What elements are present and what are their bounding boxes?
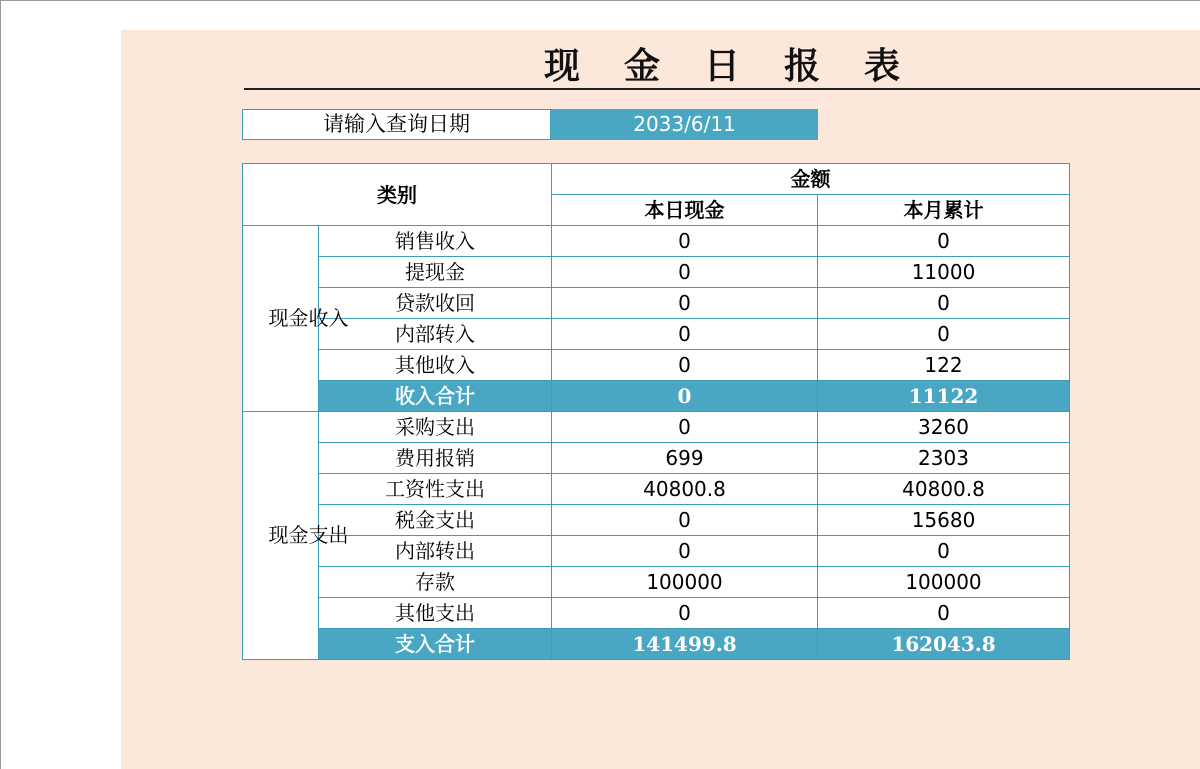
income-total-today[interactable]: 0 xyxy=(552,381,818,412)
row-name[interactable]: 税金支出 xyxy=(319,505,552,536)
report-title: 现金日报表 xyxy=(543,45,944,87)
row-name[interactable]: 费用报销 xyxy=(319,443,552,474)
table-row xyxy=(243,226,1070,257)
title-underline xyxy=(244,88,1200,90)
row-today[interactable]: 0 xyxy=(552,536,818,567)
table-row xyxy=(243,505,1070,536)
table-row xyxy=(243,257,1070,288)
row-month[interactable]: 40800.8 xyxy=(818,474,1070,505)
table-row xyxy=(243,350,1070,381)
row-today[interactable]: 0 xyxy=(552,505,818,536)
row-today[interactable]: 100000 xyxy=(552,567,818,598)
expense-group-text: 现金支出 xyxy=(268,523,349,547)
row-today[interactable]: 699 xyxy=(552,443,818,474)
row-name[interactable]: 内部转出 xyxy=(319,536,552,567)
expense-group-label xyxy=(243,412,349,660)
row-month[interactable]: 2303 xyxy=(818,443,1070,474)
table-row xyxy=(243,443,1070,474)
row-today[interactable]: 0 xyxy=(552,288,818,319)
table-row xyxy=(243,474,1070,505)
row-name[interactable]: 内部转入 xyxy=(319,319,552,350)
table-row xyxy=(243,288,1070,319)
income-total-row xyxy=(243,381,1070,412)
row-today[interactable]: 0 xyxy=(552,226,818,257)
row-name[interactable]: 其他支出 xyxy=(319,598,552,629)
row-name[interactable]: 存款 xyxy=(319,567,552,598)
expense-total-month[interactable]: 162043.8 xyxy=(818,629,1070,660)
income-group-label xyxy=(243,226,349,412)
row-today[interactable]: 0 xyxy=(552,412,818,443)
row-month[interactable]: 11000 xyxy=(818,257,1070,288)
date-query-label: 请输入查询日期 xyxy=(242,109,551,140)
row-month[interactable]: 0 xyxy=(818,288,1070,319)
table-row xyxy=(243,319,1070,350)
date-query-input[interactable]: 2033/6/11 xyxy=(551,109,818,140)
date-query xyxy=(242,109,818,140)
row-name[interactable]: 其他收入 xyxy=(319,350,552,381)
row-month[interactable]: 3260 xyxy=(818,412,1070,443)
table-row xyxy=(243,567,1070,598)
row-month[interactable]: 0 xyxy=(818,598,1070,629)
row-today[interactable]: 0 xyxy=(552,350,818,381)
row-month[interactable]: 122 xyxy=(818,350,1070,381)
row-today[interactable]: 0 xyxy=(552,319,818,350)
row-name[interactable]: 采购支出 xyxy=(319,412,552,443)
row-today[interactable]: 0 xyxy=(552,598,818,629)
row-today[interactable]: 40800.8 xyxy=(552,474,818,505)
header-amount: 金额 xyxy=(552,164,1070,195)
header-category: 类别 xyxy=(243,164,552,226)
window-top-border xyxy=(0,0,1200,1)
window-left-border xyxy=(0,0,1,769)
row-month[interactable]: 100000 xyxy=(818,567,1070,598)
income-group-text: 现金收入 xyxy=(268,306,349,330)
table-row xyxy=(243,598,1070,629)
row-month[interactable]: 0 xyxy=(818,536,1070,567)
header-row-1 xyxy=(243,164,1070,195)
row-month[interactable]: 15680 xyxy=(818,505,1070,536)
table-row xyxy=(243,536,1070,567)
cash-report-table xyxy=(242,163,1070,660)
row-name[interactable]: 提现金 xyxy=(319,257,552,288)
row-month[interactable]: 0 xyxy=(818,226,1070,257)
income-total-month[interactable]: 11122 xyxy=(818,381,1070,412)
row-month[interactable]: 0 xyxy=(818,319,1070,350)
row-name[interactable]: 工资性支出 xyxy=(319,474,552,505)
row-name[interactable]: 销售收入 xyxy=(319,226,552,257)
table-row xyxy=(243,412,1070,443)
row-today[interactable]: 0 xyxy=(552,257,818,288)
expense-total-today[interactable]: 141499.8 xyxy=(552,629,818,660)
header-month: 本月累计 xyxy=(818,195,1070,226)
expense-total-row xyxy=(243,629,1070,660)
expense-total-label[interactable]: 支入合计 xyxy=(319,629,552,660)
header-today: 本日现金 xyxy=(552,195,818,226)
row-name[interactable]: 贷款收回 xyxy=(319,288,552,319)
income-total-label[interactable]: 收入合计 xyxy=(319,381,552,412)
